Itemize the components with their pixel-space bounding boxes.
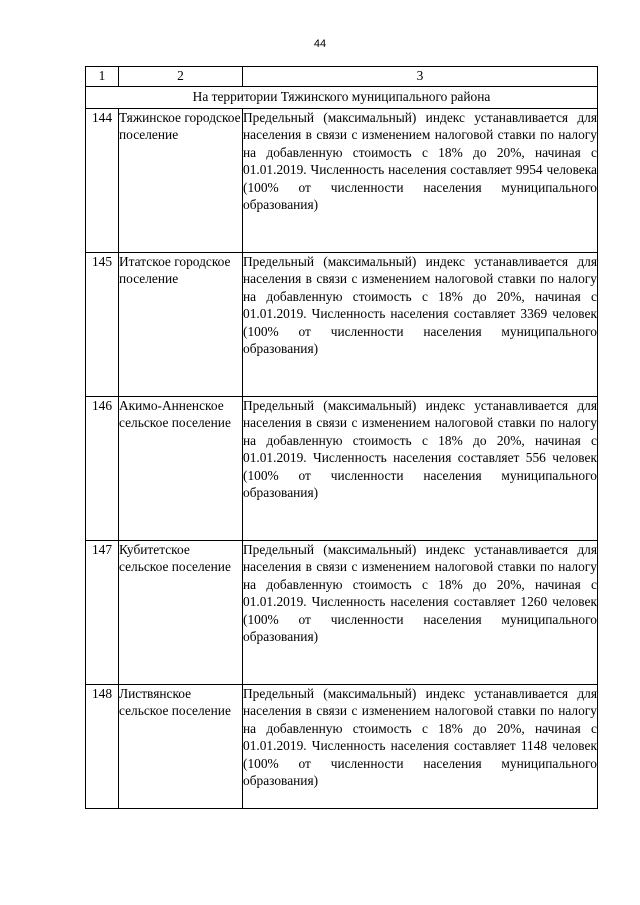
index-description: Предельный (максимальный) индекс устанавливается для населения в связи с изменением налоговой ставки по налогу на добавленную стоимость с 18% до 20%, начиная с 01.01.2019. Численность населения составляет 1260 человек (100% от численности населения муниципального образования) [243,541,598,685]
municipality-name: Листвянское сельское поселение [119,685,243,809]
page-number: 44 [313,38,327,50]
section-title: На территории Тяжинского муниципального района [86,87,598,109]
municipality-name: Акимо-Анненское сельское поселение [119,397,243,541]
municipality-name: Кубитетское сельское поселение [119,541,243,685]
header-col-1: 1 [86,67,119,87]
row-number: 148 [86,685,119,809]
table-row [86,253,598,397]
index-description: Предельный (максимальный) индекс устанавливается для населения в связи с изменением налоговой ставки по налогу на добавленную стоимость с 18% до 20%, начиная с 01.01.2019. Численность населения составляет 9954 человека (100% от численности населения муниципального образования) [243,109,598,253]
row-number: 144 [86,109,119,253]
header-row [86,67,598,87]
index-description: Предельный (максимальный) индекс устанавливается для населения в связи с изменением налоговой ставки по налогу на добавленную стоимость с 18% до 20%, начиная с 01.01.2019. Численность населения составляет 1148 человек (100% от численности населения муниципального образования) [243,685,598,809]
row-number: 146 [86,397,119,541]
index-description: Предельный (максимальный) индекс устанавливается для населения в связи с изменением налоговой ставки по налогу на добавленную стоимость с 18% до 20%, начиная с 01.01.2019. Численность населения составляет 556 человек (100% от численности населения муниципального образования) [243,397,598,541]
table-row [86,109,598,253]
header-col-3: 3 [243,67,598,87]
header-col-2: 2 [119,67,243,87]
index-description: Предельный (максимальный) индекс устанавливается для населения в связи с изменением налоговой ставки по налогу на добавленную стоимость с 18% до 20%, начиная с 01.01.2019. Численность населения составляет 3369 человек (100% от численности населения муниципального образования) [243,253,598,397]
row-number: 145 [86,253,119,397]
table-row [86,397,598,541]
table-row [86,685,598,809]
table-row [86,541,598,685]
municipality-name: Итатское городское поселение [119,253,243,397]
section-row [86,87,598,109]
row-number: 147 [86,541,119,685]
data-table [85,66,598,809]
municipality-name: Тяжинское городское поселение [119,109,243,253]
